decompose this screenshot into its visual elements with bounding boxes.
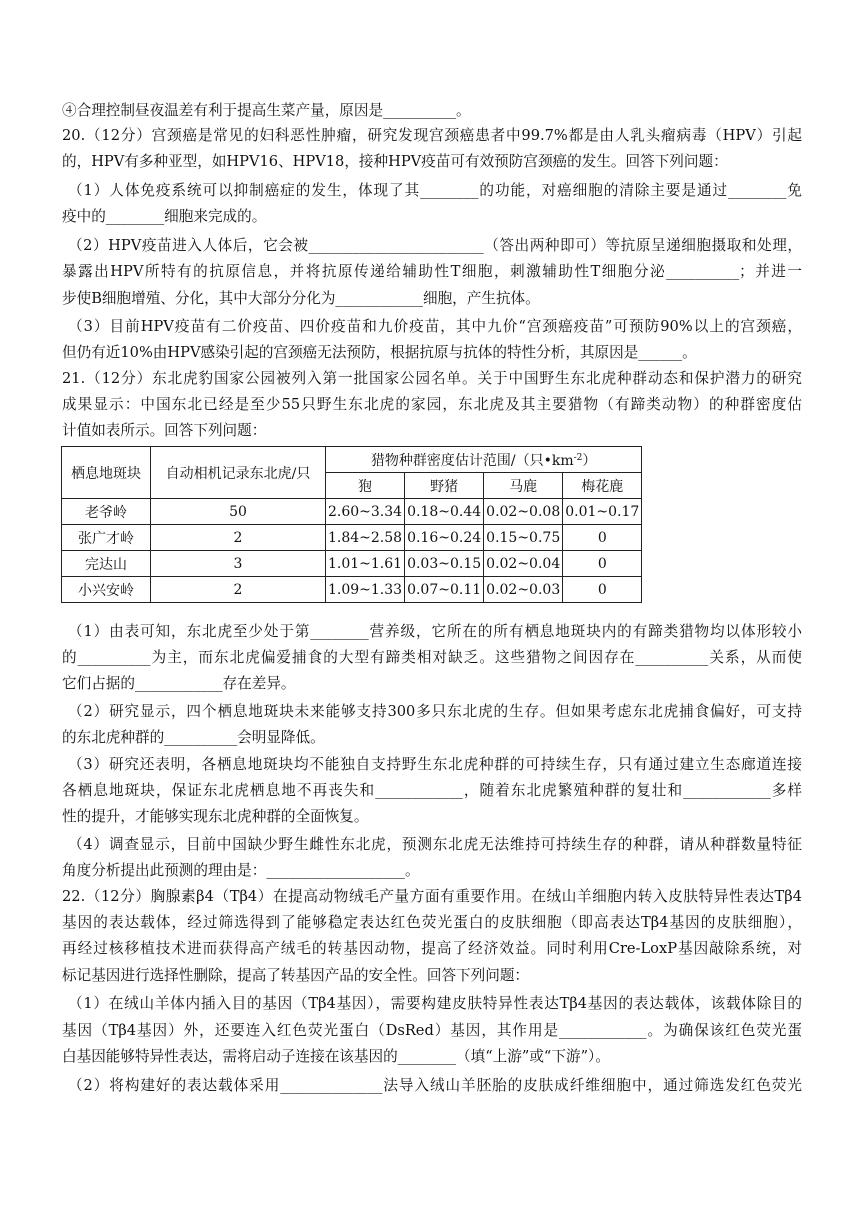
text-line: （1）在绒山羊体内插入目的基因（Tβ4基因），需要构建皮肤特异性表达Tβ4基因的表达载体，该载体除目的: [68, 995, 802, 1012]
text-line: 标记基因进行选择性删除，提高了转基因产品的安全性。回答下列问题：: [62, 967, 530, 984]
table-row: [62, 551, 642, 577]
text-line: 基因（Tβ4基因）外，还要连入红色荧光蛋白（DsRed）基因，其作用是____________。为确保该红色荧光蛋: [62, 1022, 802, 1039]
table-cell: 0.02~0.04: [484, 551, 563, 577]
table-cell-tigers: 3: [151, 551, 326, 577]
table-cell: 1.09~1.33: [326, 577, 405, 603]
table-row: [62, 577, 642, 603]
text-line: 基因的表达载体，经过筛选得到了能够稳定表达红色荧光蛋白的皮肤细胞（即高表达Tβ4基因的皮肤细胞），: [62, 914, 802, 931]
text-line: ④合理控制昼夜温差有利于提高生菜产量，原因是__________。: [62, 102, 471, 119]
text-line: （2）研究显示，四个栖息地斑块未来能够支持300多只东北虎的生存。但如果考虑东北虎捕食偏好，可支持: [68, 703, 802, 720]
table-cell: 0.15~0.75: [484, 525, 563, 551]
text-line: （2）将构建好的表达载体采用______________法导入绒山羊胚胎的皮肤成纤维细胞中，通过筛选发红色荧光: [68, 1077, 802, 1094]
table-cell: 0.02~0.03: [484, 577, 563, 603]
table-header-patch: 栖息地斑块: [62, 447, 151, 499]
table-header-species: 梅花鹿: [563, 473, 642, 499]
text-line: （1）人体免疫系统可以抑制癌症的发生，体现了其________的功能，对癌细胞的清除主要是通过________免: [68, 182, 802, 199]
text-line: 计值如表所示。回答下列问题：: [62, 422, 267, 439]
text-line: （3）目前HPV疫苗有二价疫苗、四价疫苗和九价疫苗，其中九价“宫颈癌疫苗”可预防90%以上的宫颈癌，: [68, 318, 802, 335]
text-line: 暴露出HPV所特有的抗原信息，并将抗原传递给辅助性T细胞，刺激辅助性T细胞分泌__________；并进一: [62, 263, 802, 280]
text-line: 的，HPV有多种亚型，如HPV16、HPV18，接种HPV疫苗可有效预防宫颈癌的发生。回答下列问题：: [62, 153, 728, 170]
question-22-line: 22.（12分）胸腺素β4（Tβ4）在提高动物绒毛产量方面有重要作用。在绒山羊细胞内转入皮肤特异性表达Tβ4: [62, 888, 802, 905]
table-cell: 0.07~0.11: [405, 577, 484, 603]
table-header-species: 野猪: [405, 473, 484, 499]
table-cell: 0.03~0.15: [405, 551, 484, 577]
table-cell: 1.84~2.58: [326, 525, 405, 551]
table-row: [62, 525, 642, 551]
text-line: （2）HPV疫苗进入人体后，它会被________________________（答出两种即可）等抗原呈递细胞摄取和处理，: [68, 237, 802, 254]
text-line: （1）由表可知，东北虎至少处于第________营养级，它所在的所有栖息地斑块内的有蹄类猎物均以体形较小: [68, 623, 802, 640]
table-cell: 2.60~3.34: [326, 499, 405, 525]
table-row: [62, 499, 642, 525]
prey-density-table: [61, 446, 642, 603]
table-cell: 0: [563, 577, 642, 603]
question-20-line: 20.（12分）宫颈癌是常见的妇科恶性肿瘤，研究发现宫颈癌患者中99.7%都是由人乳头瘤病毒（HPV）引起: [62, 127, 802, 144]
text-line: 性的提升，才能够实现东北虎种群的全面恢复。: [62, 808, 369, 825]
table-cell: 0.16~0.24: [405, 525, 484, 551]
table-cell: 0.18~0.44: [405, 499, 484, 525]
table-cell-tigers: 50: [151, 499, 326, 525]
text-line: 的__________为主，而东北虎偏爱捕食的大型有蹄类相对缺乏。这些猎物之间因存在__________关系，从而使: [62, 649, 802, 666]
text-line: 白基因能够特异性表达，需将启动子连接在该基因的________（填“上游”或“下游”）。: [62, 1048, 610, 1065]
text-line: 疫中的________细胞来完成的。: [62, 208, 267, 225]
text-line: （4）调查显示，目前中国缺少野生雌性东北虎，预测东北虎无法维持可持续生存的种群，请从种群数量特征: [68, 836, 802, 853]
text-line: 角度分析提出此预测的理由是：___________________。: [62, 862, 420, 879]
table-cell-patch: 老爷岭: [62, 499, 151, 525]
question-21-line: 21.（12分）东北虎豹国家公园被列入第一批国家公园名单。关于中国野生东北虎种群动态和保护潜力的研究: [62, 370, 802, 387]
text-line: 成果显示：中国东北已经是至少55只野生东北虎的家园，东北虎及其主要猎物（有蹄类动物）的种群密度估: [62, 396, 802, 413]
table-cell: 0.01~0.17: [563, 499, 642, 525]
table-cell-patch: 小兴安岭: [62, 577, 151, 603]
table-header-species: 马鹿: [484, 473, 563, 499]
text-line: 再经过核移植技术进而获得高产绒毛的转基因动物，提高了经济效益。同时利用Cre-LoxP基因敲除系统，对: [62, 940, 802, 957]
table-cell-patch: 张广才岭: [62, 525, 151, 551]
table-cell: 0.02~0.08: [484, 499, 563, 525]
table-cell-tigers: 2: [151, 577, 326, 603]
table-header-species: 狍: [326, 473, 405, 499]
text-line: （3）研究还表明，各栖息地斑块均不能独自支持野生东北虎种群的可持续生存，只有通过建立生态廊道连接: [68, 756, 802, 773]
table-cell-tigers: 2: [151, 525, 326, 551]
table-header-prey-range: 猎物种群密度估计范围/（只$•km^{-2}$）: [326, 447, 642, 473]
table-cell: 1.01~1.61: [326, 551, 405, 577]
table-header-camera: 自动相机记录东北虎/只: [151, 447, 326, 499]
table-cell-patch: 完达山: [62, 551, 151, 577]
text-line: 它们占据的____________存在差异。: [62, 675, 296, 692]
text-line: 但仍有近10%由HPV感染引起的宫颈癌无法预防，根据抗原与抗体的特性分析，其原因是______。: [62, 344, 697, 361]
table-cell: 0: [563, 525, 642, 551]
table-cell: 0: [563, 551, 642, 577]
text-line: 步使B细胞增殖、分化，其中大部分分化为____________细胞，产生抗体。: [62, 290, 540, 307]
text-line: 的东北虎种群的__________会明显降低。: [62, 729, 325, 746]
text-line: 各栖息地斑块，保证东北虎栖息地不再丧失和____________，随着东北虎繁殖种群的复壮和____________多样: [62, 782, 802, 799]
